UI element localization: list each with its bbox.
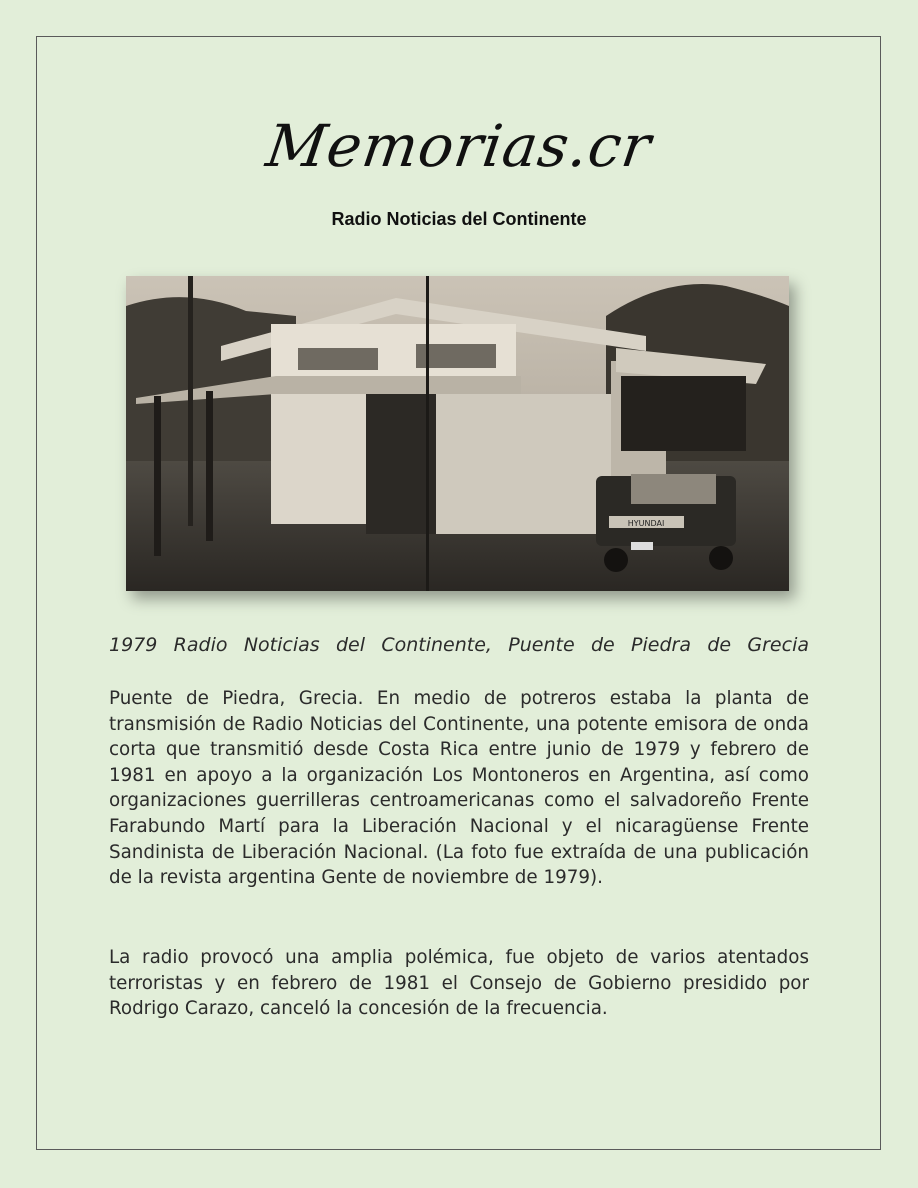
historical-photo [126, 276, 789, 591]
body-paragraph: La radio provocó una amplia polémica, fue objeto de varios atentados terroristas y en febrero de 1981 el Consejo de Gobierno presidido por Rodrigo Carazo, canceló la concesión de la frecuencia. [109, 947, 809, 1020]
site-logo: Memorias.cr [262, 112, 656, 180]
photo-caption: 1979 Radio Noticias del Continente, Puente de Piedra de Grecia [109, 634, 809, 656]
body-paragraph: Puente de Piedra, Grecia. En medio de potreros estaba la planta de transmisión de Radio Noticias del Continente, una potente emisora de onda corta que transmitió desde Costa Rica entre junio de 1979 y febrero de 1981 en apoyo a la organización Los Montoneros en Argentina, así como organizaciones guerrilleras centroamericanas como el salvadoreño Frente Farabundo Martí para la Liberación Nacional y el nicaragüense Frente Sandinista de Liberación Nacional. (La foto fue extraída de una publicación de la revista argentina Gente de noviembre de 1979). [109, 688, 809, 889]
page-title: Radio Noticias del Continente [331, 209, 587, 229]
vehicle-badge: HYUNDAI [627, 519, 665, 528]
